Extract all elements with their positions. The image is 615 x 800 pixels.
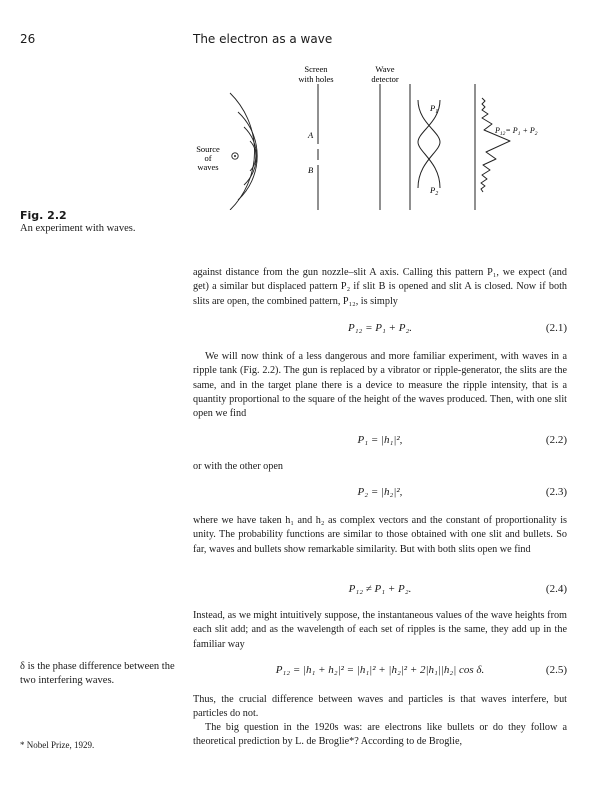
equation-expression: P₁₂ = P₁ + P₂. bbox=[347, 322, 413, 334]
page-number: 26 bbox=[20, 32, 36, 46]
source-label-2: of bbox=[204, 153, 212, 163]
equation-number: (2.5) bbox=[545, 664, 567, 676]
footnote: * Nobel Prize, 1929. bbox=[20, 740, 95, 750]
p1-label: $P_1$ bbox=[430, 103, 439, 115]
p12-curve bbox=[481, 98, 510, 192]
paragraph-7: The big question in the 1920s was: are electrons like bullets or do they follow a theoretical prediction by L. de Broglie*? According to de Broglie, bbox=[193, 722, 567, 748]
equation-number: (2.2) bbox=[545, 434, 567, 446]
equation-number: (2.3) bbox=[545, 486, 567, 498]
paragraph-6: Thus, the crucial difference between waves and particles is that waves interfere, but particles do not. bbox=[193, 694, 567, 720]
slit-b-label: B bbox=[308, 165, 314, 175]
equation-number: (2.4) bbox=[545, 583, 567, 595]
detector-label: Wave bbox=[375, 64, 395, 74]
source-dot bbox=[234, 155, 236, 157]
running-head: The electron as a wave bbox=[193, 32, 333, 46]
p2-label: $P_2$ bbox=[430, 185, 439, 197]
paragraph-5: Instead, as we might intuitively suppose, the instantaneous values of the wave heights from each slit add; and as the wavelength of each set of ripples is the same, they add up in the familiar way bbox=[193, 610, 567, 650]
equation-expression: P₂ = |h₂|², bbox=[357, 486, 403, 498]
equation-expression: P₁₂ ≠ P₁ + P₂. bbox=[348, 583, 412, 595]
paragraph-2: We will now think of a less dangerous and more familiar experiment, with waves in a ripple tank (Fig. 2.2). The gun is replaced by a vibrator or ripple-generator, the slits are the same, and in the target plane there is a device to measure the ripple intensity, that is a quantity proportional to the square of the height of the waves produced. Then, with one slit open we find bbox=[193, 351, 567, 420]
equation-expression: P₁₂ = |h₁ + h₂|² = |h₁|² + |h₂|² + 2|h₁||h₂| cos δ. bbox=[275, 664, 485, 676]
detector-label-2: detector bbox=[371, 74, 399, 84]
p12-label: $P_{12}= P_1 + P_2$ bbox=[495, 126, 538, 137]
figure-label: Fig. 2.2 bbox=[20, 209, 67, 222]
wave-arc-4 bbox=[230, 93, 255, 210]
equation-number: (2.1) bbox=[545, 322, 567, 334]
source-label-1: Source bbox=[196, 144, 220, 154]
paragraph-1: against distance from the gun nozzle–slit A axis. Calling this pattern P₁, we expect (and get) a similar but displaced pattern P₂ if slit B is opened and slit A is closed. Now if both slits are open, the combined pattern, P₁₂, is simply bbox=[193, 267, 567, 307]
slit-a-label: A bbox=[308, 130, 314, 140]
delta-sidenote: δ is the phase difference between the two interfering waves. bbox=[20, 661, 175, 686]
paragraph-4: where we have taken h₁ and h₂ as complex vectors and the constant of proportionality is unity. The probability functions are similar to those obtained with one slit and bullets. So far, waves and bullets show remarkable similarity. But with both slits open we find bbox=[193, 515, 567, 555]
wave-experiment-diagram bbox=[160, 60, 560, 210]
source-label-3: waves bbox=[197, 162, 219, 172]
screen-label: Screen bbox=[304, 64, 328, 74]
paragraph-3: or with the other open bbox=[193, 461, 283, 472]
equation-expression: P₁ = |h₁|², bbox=[357, 434, 403, 446]
figure-caption: An experiment with waves. bbox=[20, 223, 136, 234]
screen-label-2: with holes bbox=[298, 74, 334, 84]
